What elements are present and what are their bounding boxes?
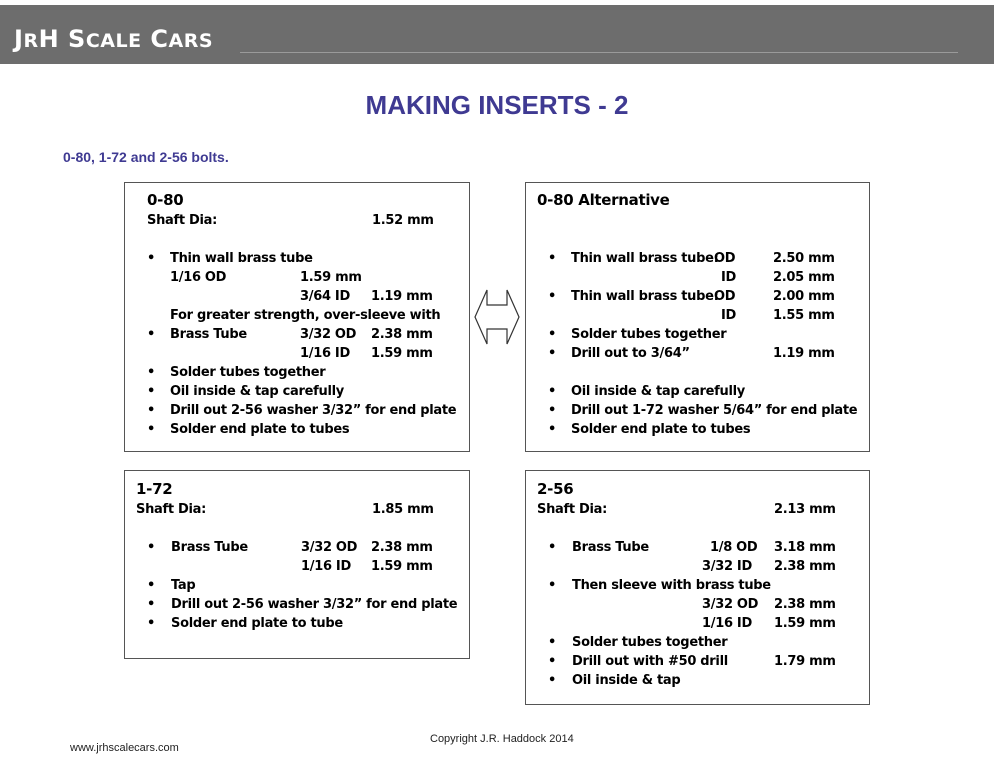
box-2-56 <box>525 470 870 705</box>
list-item: OD <box>714 289 736 304</box>
bullet: • <box>147 540 156 555</box>
list-item: Brass Tube <box>572 540 649 555</box>
bullet: • <box>147 616 156 631</box>
list-item: 1.59 mm <box>371 559 433 574</box>
list-item: 2.50 mm <box>773 251 835 266</box>
list-item: 2.05 mm <box>773 270 835 285</box>
list-item: 1.55 mm <box>773 308 835 323</box>
list-item: Brass Tube <box>170 327 247 342</box>
bullet: • <box>147 578 156 593</box>
list-item: Tap <box>171 578 196 593</box>
list-item: Thin wall brass tube: <box>571 251 719 266</box>
shaft-label: Shaft Dia: <box>147 213 218 228</box>
box-heading: 1-72 <box>136 480 173 498</box>
list-item: Drill out 2-56 washer 3/32” for end plate <box>171 597 458 612</box>
shaft-value: 1.52 mm <box>372 213 434 228</box>
list-item: Oil inside & tap carefully <box>571 384 745 399</box>
box-heading: 0-80 Alternative <box>537 191 670 209</box>
list-item: 1.19 mm <box>773 346 835 361</box>
website-url: www.jrhscalecars.com <box>70 742 179 754</box>
bullet: • <box>147 403 156 418</box>
box-0-80 <box>124 182 470 452</box>
box-1-72 <box>124 470 470 659</box>
bullet: • <box>548 403 557 418</box>
list-item: ID <box>721 270 737 285</box>
list-item: 1/16 ID <box>300 346 350 361</box>
bullet: • <box>147 251 156 266</box>
bullet: • <box>548 540 557 555</box>
bullet: • <box>147 422 156 437</box>
list-item: Solder end plate to tubes <box>571 422 751 437</box>
bullet: • <box>548 327 557 342</box>
header-divider <box>240 52 958 53</box>
box-heading: 2-56 <box>537 480 574 498</box>
list-item: Thin wall brass tube <box>170 251 313 266</box>
page-title: MAKING INSERTS - 2 <box>365 90 629 120</box>
list-item: 3/32 ID <box>702 559 752 574</box>
bullet: • <box>147 327 156 342</box>
list-item: Oil inside & tap carefully <box>170 384 344 399</box>
list-item: 1.59 mm <box>300 270 362 285</box>
list-item: 3/32 OD <box>702 597 759 612</box>
list-item: Solder tubes together <box>572 635 728 650</box>
list-item: Drill out 1-72 washer 5/64” for end plate <box>571 403 858 418</box>
list-item: 2.38 mm <box>774 559 836 574</box>
list-item: Brass Tube <box>171 540 248 555</box>
bullet: • <box>548 654 557 669</box>
list-item: Solder tubes together <box>571 327 727 342</box>
list-item: Then sleeve with brass tube <box>572 578 771 593</box>
list-item: 1.79 mm <box>774 654 836 669</box>
shaft-label: Shaft Dia: <box>136 502 207 517</box>
list-item: 3/32 OD <box>301 540 358 555</box>
bullet: • <box>548 289 557 304</box>
list-item: 3.18 mm <box>774 540 836 555</box>
list-item: Oil inside & tap <box>572 673 681 688</box>
brand-logo: JRH SCALE CARS <box>14 25 214 53</box>
box-0-80-alternative <box>525 182 870 452</box>
bullet: • <box>147 597 156 612</box>
bullet: • <box>548 673 557 688</box>
list-item: 1.59 mm <box>774 616 836 631</box>
bullet: • <box>147 365 156 380</box>
list-item: 1/8 OD <box>710 540 758 555</box>
list-item: 1.59 mm <box>371 346 433 361</box>
list-item: 1.19 mm <box>371 289 433 304</box>
list-item: 1/16 ID <box>702 616 752 631</box>
list-item: 1/16 ID <box>301 559 351 574</box>
list-item: Thin wall brass tube: <box>571 289 719 304</box>
bullet: • <box>548 251 557 266</box>
bullet: • <box>548 422 557 437</box>
list-item: Drill out to 3/64” <box>571 346 690 361</box>
bullet: • <box>548 384 557 399</box>
list-item: Solder end plate to tubes <box>170 422 350 437</box>
list-item: Drill out with #50 drill <box>572 654 728 669</box>
list-item: Drill out 2-56 washer 3/32” for end plate <box>170 403 457 418</box>
list-item: ID <box>721 308 737 323</box>
bullet: • <box>548 578 557 593</box>
page-subtitle: 0-80, 1-72 and 2-56 bolts. <box>63 149 229 165</box>
shaft-value: 1.85 mm <box>372 502 434 517</box>
bullet: • <box>548 346 557 361</box>
list-item: 3/64 ID <box>300 289 350 304</box>
list-item: 3/32 OD <box>300 327 357 342</box>
shaft-label: Shaft Dia: <box>537 502 608 517</box>
list-item: 2.38 mm <box>371 327 433 342</box>
list-item: 1/16 OD <box>170 270 227 285</box>
list-item: OD <box>714 251 736 266</box>
list-item: 2.38 mm <box>371 540 433 555</box>
list-item: Solder tubes together <box>170 365 326 380</box>
bullet: • <box>548 635 557 650</box>
box-heading: 0-80 <box>147 191 184 209</box>
copyright-text: Copyright J.R. Haddock 2014 <box>430 733 574 745</box>
double-arrow-icon <box>473 288 521 346</box>
list-item: 2.00 mm <box>773 289 835 304</box>
list-item: For greater strength, over-sleeve with <box>170 308 441 323</box>
list-item: Solder end plate to tube <box>171 616 343 631</box>
header-bar <box>0 5 994 64</box>
list-item: 2.38 mm <box>774 597 836 612</box>
shaft-value: 2.13 mm <box>774 502 836 517</box>
bullet: • <box>147 384 156 399</box>
